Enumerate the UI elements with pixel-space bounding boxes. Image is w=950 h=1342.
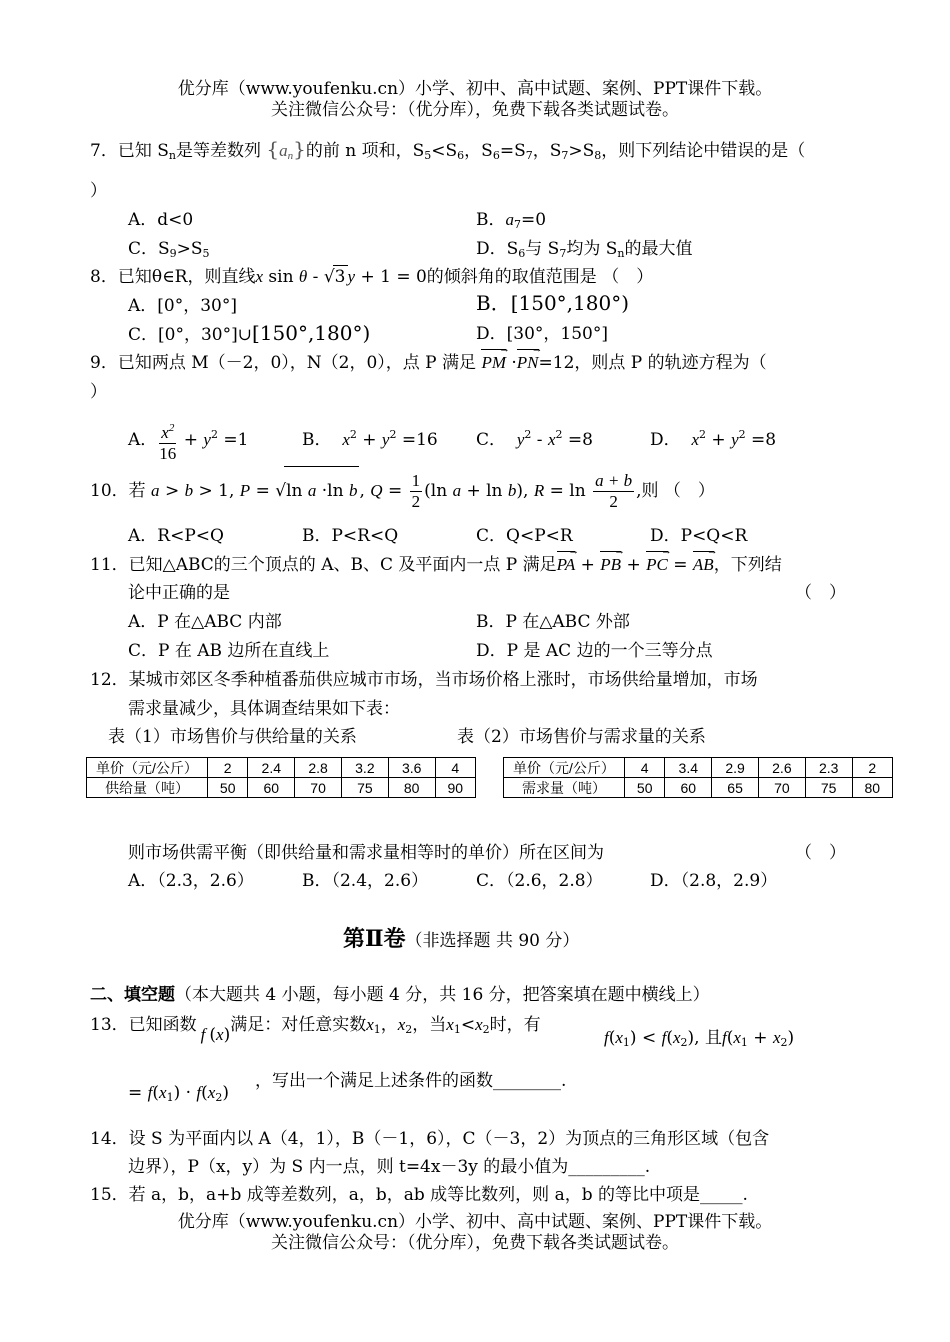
- header-line-1: 优分库（www.youfenku.cn）小学、初中、高中试题、案例、PPT课件下载。: [177, 79, 773, 99]
- q11-option-c: C．P 在 AB 边所在直线上: [128, 641, 330, 661]
- q11-paren: （ ）: [795, 583, 846, 603]
- table-row: 供给量（吨） 50 60 70 75 80 90: [87, 778, 476, 798]
- q12-stem: 12．某城市郊区冬季种植番茄供应城市市场，当市场价格上涨时，市场供给量增加，市场: [90, 670, 758, 690]
- q9-option-c: C． $y^2 - x^2 =8$: [476, 428, 593, 450]
- fraction-x2-16: $\frac{x^2}{16}$: [159, 418, 176, 464]
- q12-stem-2: 需求量减少，具体调查结果如下表：: [128, 699, 400, 719]
- q10-stem: 10．若 a > b > 1, P = √ln a ·ln b , Q = $\frac{1}{2}$ (ln a + ln b), R = ln $\frac{a + b}{2}$ ,则 （ ）: [90, 466, 715, 515]
- q8-stem: 8．已知θ∈R，则直线x sin θ - √3 y + 1 = 0的倾斜角的取值范围是 （ ）: [90, 267, 654, 287]
- q9-option-b: B． $x^2 + y^2 =16$: [302, 428, 438, 450]
- q15-stem: 15．若 a，b，a+b 成等差数列，a，b，ab 成等比数列，则 a，b 的等比中项是_____.: [90, 1185, 748, 1205]
- section-2-heading: 第Ⅱ卷（非选择题 共 90 分）: [343, 926, 580, 952]
- q12-paren: （ ）: [795, 843, 846, 863]
- q13-stem: 13．已知函数 f (x)满足：对任意实数$x_1$，$x_2$，当$x_1<x_2$时，有: [90, 1015, 541, 1045]
- q11-stem: 11．已知△ABC的三个顶点的 A、B、C 及平面内一点 P 满足PA → + PB → + PC → = AB →，下列结: [90, 554, 782, 576]
- sequence-an: {: [266, 137, 280, 161]
- q7-text-a: 已知: [117, 141, 152, 161]
- q14-stem-2: 边界），P（x，y）为 S 内一点，则 t=4x－3y 的最小值为_________.: [128, 1157, 651, 1177]
- q10-option-b: B．P<R<Q: [302, 526, 399, 546]
- q12-stem-3: 则市场供需平衡（即供给量和需求量相等时的单价）所在区间为: [128, 843, 604, 863]
- table1-title: 表（1）市场售价与供给量的关系: [108, 727, 357, 747]
- q8-option-c: C．[0°，30°]∪[150°,180°): [128, 321, 371, 345]
- q9-stem: 9．已知两点 M（－2，0），N（2，0），点 P 满足 PM → ·PN →=12，则点 P 的轨迹方程为（: [90, 352, 767, 374]
- table-row: 单价（元/公斤） 2 2.4 2.8 3.2 3.6 4: [87, 758, 476, 778]
- q7-option-a: A．d<0: [128, 210, 194, 230]
- q10-option-c: C．Q<P<R: [476, 526, 573, 546]
- q12-option-c: C．（2.6，2.8）: [476, 871, 603, 891]
- q8-option-d: D．[30°，150°]: [476, 324, 608, 344]
- table2-title: 表（2）市场售价与需求量的关系: [457, 727, 706, 747]
- footer-line-1: 优分库（www.youfenku.cn）小学、初中、高中试题、案例、PPT课件下载。: [177, 1212, 773, 1232]
- q9-option-a: A． $\frac{x^2}{16}$ + $y^2 =1$: [128, 412, 248, 464]
- q11-option-d: D．P 是 AC 边的一个三等分点: [476, 641, 713, 661]
- q13-condition-2: = $f(x_1) \cdot f(x_2)$: [128, 1083, 229, 1104]
- q10-formula: a: [151, 481, 160, 500]
- q7-text-d: ，则下列结论中错误的是（: [601, 141, 806, 161]
- q11-option-a: A．P 在△ABC 内部: [128, 612, 282, 632]
- q12-option-a: A．（2.3，2.6）: [128, 871, 254, 891]
- q13-answer-line: ，写出一个满足上述条件的函数________.: [255, 1071, 567, 1091]
- q7-close: ）: [90, 181, 107, 201]
- q7-option-d: D．$S_6$与 $S_7$均为 $S_n$的最大值: [476, 239, 693, 260]
- q14-stem: 14．设 S 为平面内以 A（4，1），B（－1，6），C（－3，2）为顶点的三角形区域（包含: [90, 1129, 770, 1149]
- table-row: 单价（元/公斤） 4 3.4 2.9 2.6 2.3 2: [504, 758, 893, 778]
- header-line-2: 关注微信公众号：（优分库），免费下载各类试题试卷。: [271, 100, 679, 120]
- q7-stem: 7．已知 $S_n$是等差数列 $\{a_n\}$的前 n 项和，$S_5<S_6$，$S_6=S_7$，$S_7>S_8$，则下列结论中错误的是（: [90, 137, 806, 162]
- q10-option-d: D．P<Q<R: [650, 526, 748, 546]
- q9-option-d: D． $x^2 + y^2 =8$: [650, 428, 777, 450]
- q8-option-b: B．[150°,180°): [476, 291, 630, 315]
- q12-option-d: D．（2.8，2.9）: [650, 871, 778, 891]
- q7-text-b: 是等差数列: [175, 141, 261, 161]
- supply-table: [86, 757, 476, 798]
- line-equation: x: [255, 267, 263, 286]
- vector-pn: PN →: [517, 352, 539, 374]
- q11-option-b: B．P 在△ABC 外部: [476, 612, 630, 632]
- q11-stem-2: 论中正确的是: [128, 583, 230, 603]
- q13-condition: $f(x_1) < f(x_2)$, 且$f(x_1 + x_2)$: [604, 1028, 795, 1049]
- part-2-heading: 二、填空题（本大题共 4 小题，每小题 4 分，共 16 分，把答案填在题中横线上）: [90, 985, 710, 1005]
- q7-number: 7．: [90, 141, 118, 161]
- vector-pm: PM →: [481, 352, 506, 374]
- table-row: 需求量（吨） 50 60 65 70 75 80: [504, 778, 893, 798]
- q9-close: ）: [90, 382, 107, 402]
- q12-option-b: B．（2.4，2.6）: [302, 871, 429, 891]
- q10-option-a: A．R<P<Q: [128, 526, 224, 546]
- footer-line-2: 关注微信公众号：（优分库），免费下载各类试题试卷。: [271, 1233, 679, 1253]
- q7-text-c: 的前 n 项和，: [305, 141, 413, 161]
- q7-option-b: B．$a_7=0$: [476, 210, 547, 231]
- q7-option-c: C．$S_9>S_5$: [128, 239, 210, 260]
- demand-table: [503, 757, 893, 798]
- q8-option-a: A．[0°，30°]: [128, 296, 237, 316]
